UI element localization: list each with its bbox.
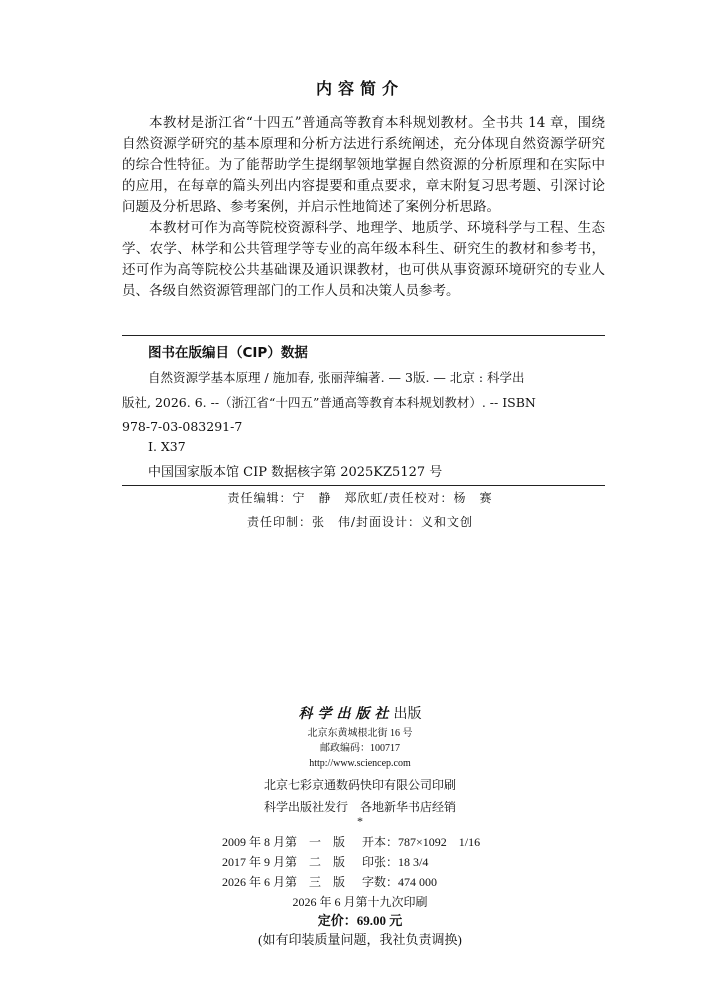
edition-date: 2009 年 8 月第 一 版 — [222, 835, 346, 849]
price: 定价：69.00 元 — [317, 913, 403, 928]
cip-line: 版社, 2026. 6. --（浙江省“十四五”普通高等教育本科规划教材）. -- ISBN — [122, 394, 536, 410]
edition-spec: 印张：18 3/4 — [362, 855, 429, 869]
publisher-line — [0, 704, 720, 726]
cip-line: 自然资源学基本原理 / 施加春, 张丽萍编著. — 3版. — 北京 : 科学出 — [148, 370, 525, 385]
edition-spec: 字数：474 000 — [362, 875, 438, 889]
cip-record — [122, 366, 605, 440]
editor-credits: 责任编辑：宁 静 郑欣虹/责任校对：杨 赛 — [227, 491, 493, 505]
edition-row — [0, 833, 720, 851]
separator-asterisk: * — [357, 814, 363, 828]
cip-classification: Ⅰ. X37 — [148, 439, 186, 454]
abstract-paragraph: 本教材是浙江省“十四五”普通高等教育本科规划教材。全书共 14 章，围绕自然资源学研究的基本原理和分析方法进行系统阐述，充分体现自然资源学研究的综合性特征。为了能帮助学生提纲挈领地掌握自然资源的分析原理和在实际中的应用，在每章的篇头列出内容提要和重点要求，章末附复习思考题、引深讨论问题及分析思路、参考案例，并启示性地简述了案例分析思路。 — [122, 115, 605, 215]
publisher-suffix: 出版 — [393, 707, 422, 722]
printer: 北京七彩京通数码快印有限公司印刷 — [263, 778, 456, 792]
page-title: 内容简介 — [315, 79, 404, 98]
imprint — [0, 704, 720, 950]
production-credits: 责任印制：张 伟/封面设计：义和文创 — [246, 515, 474, 529]
abstract-paragraph: 本教材可作为高等院校资源科学、地理学、地质学、环境科学与工程、生态学、农学、林学和公共管理学等专业的高年级本科生、研究生的教材和参考书，还可作为高等院校公共基础课及通识课教材，也可供从事资源环境研究的专业人员、各级自然资源管理部门的工作人员和决策人员参考。 — [122, 220, 605, 299]
publisher-address: 北京东黄城根北街 16 号 — [307, 728, 413, 739]
printing-count: 2026 年 6 月第十九次印刷 — [292, 895, 428, 909]
divider — [122, 335, 605, 336]
abstract — [122, 113, 605, 302]
distribution: 科学出版社发行 各地新华书店经销 — [263, 800, 456, 814]
edition-spec: 开本：787×1092 1/16 — [362, 835, 481, 849]
divider — [122, 485, 605, 486]
website-link: http://www.sciencep.com — [309, 758, 411, 769]
publisher-logo: 科学出版社 — [298, 707, 394, 722]
edition-date: 2017 年 9 月第 二 版 — [222, 855, 346, 869]
cip-line: 978-7-03-083291-7 — [122, 419, 243, 434]
edition-row — [0, 853, 720, 871]
cip-number: 中国国家版本馆 CIP 数据核字第 2025KZ5127 号 — [148, 465, 443, 480]
edition-date: 2026 年 6 月第 三 版 — [222, 875, 346, 889]
quality-note: (如有印装质量问题，我社负责调换) — [258, 932, 462, 947]
cip-heading: 图书在版编目（CIP）数据 — [148, 345, 308, 361]
edition-row — [0, 873, 720, 891]
postcode: 邮政编码：100717 — [320, 743, 400, 754]
